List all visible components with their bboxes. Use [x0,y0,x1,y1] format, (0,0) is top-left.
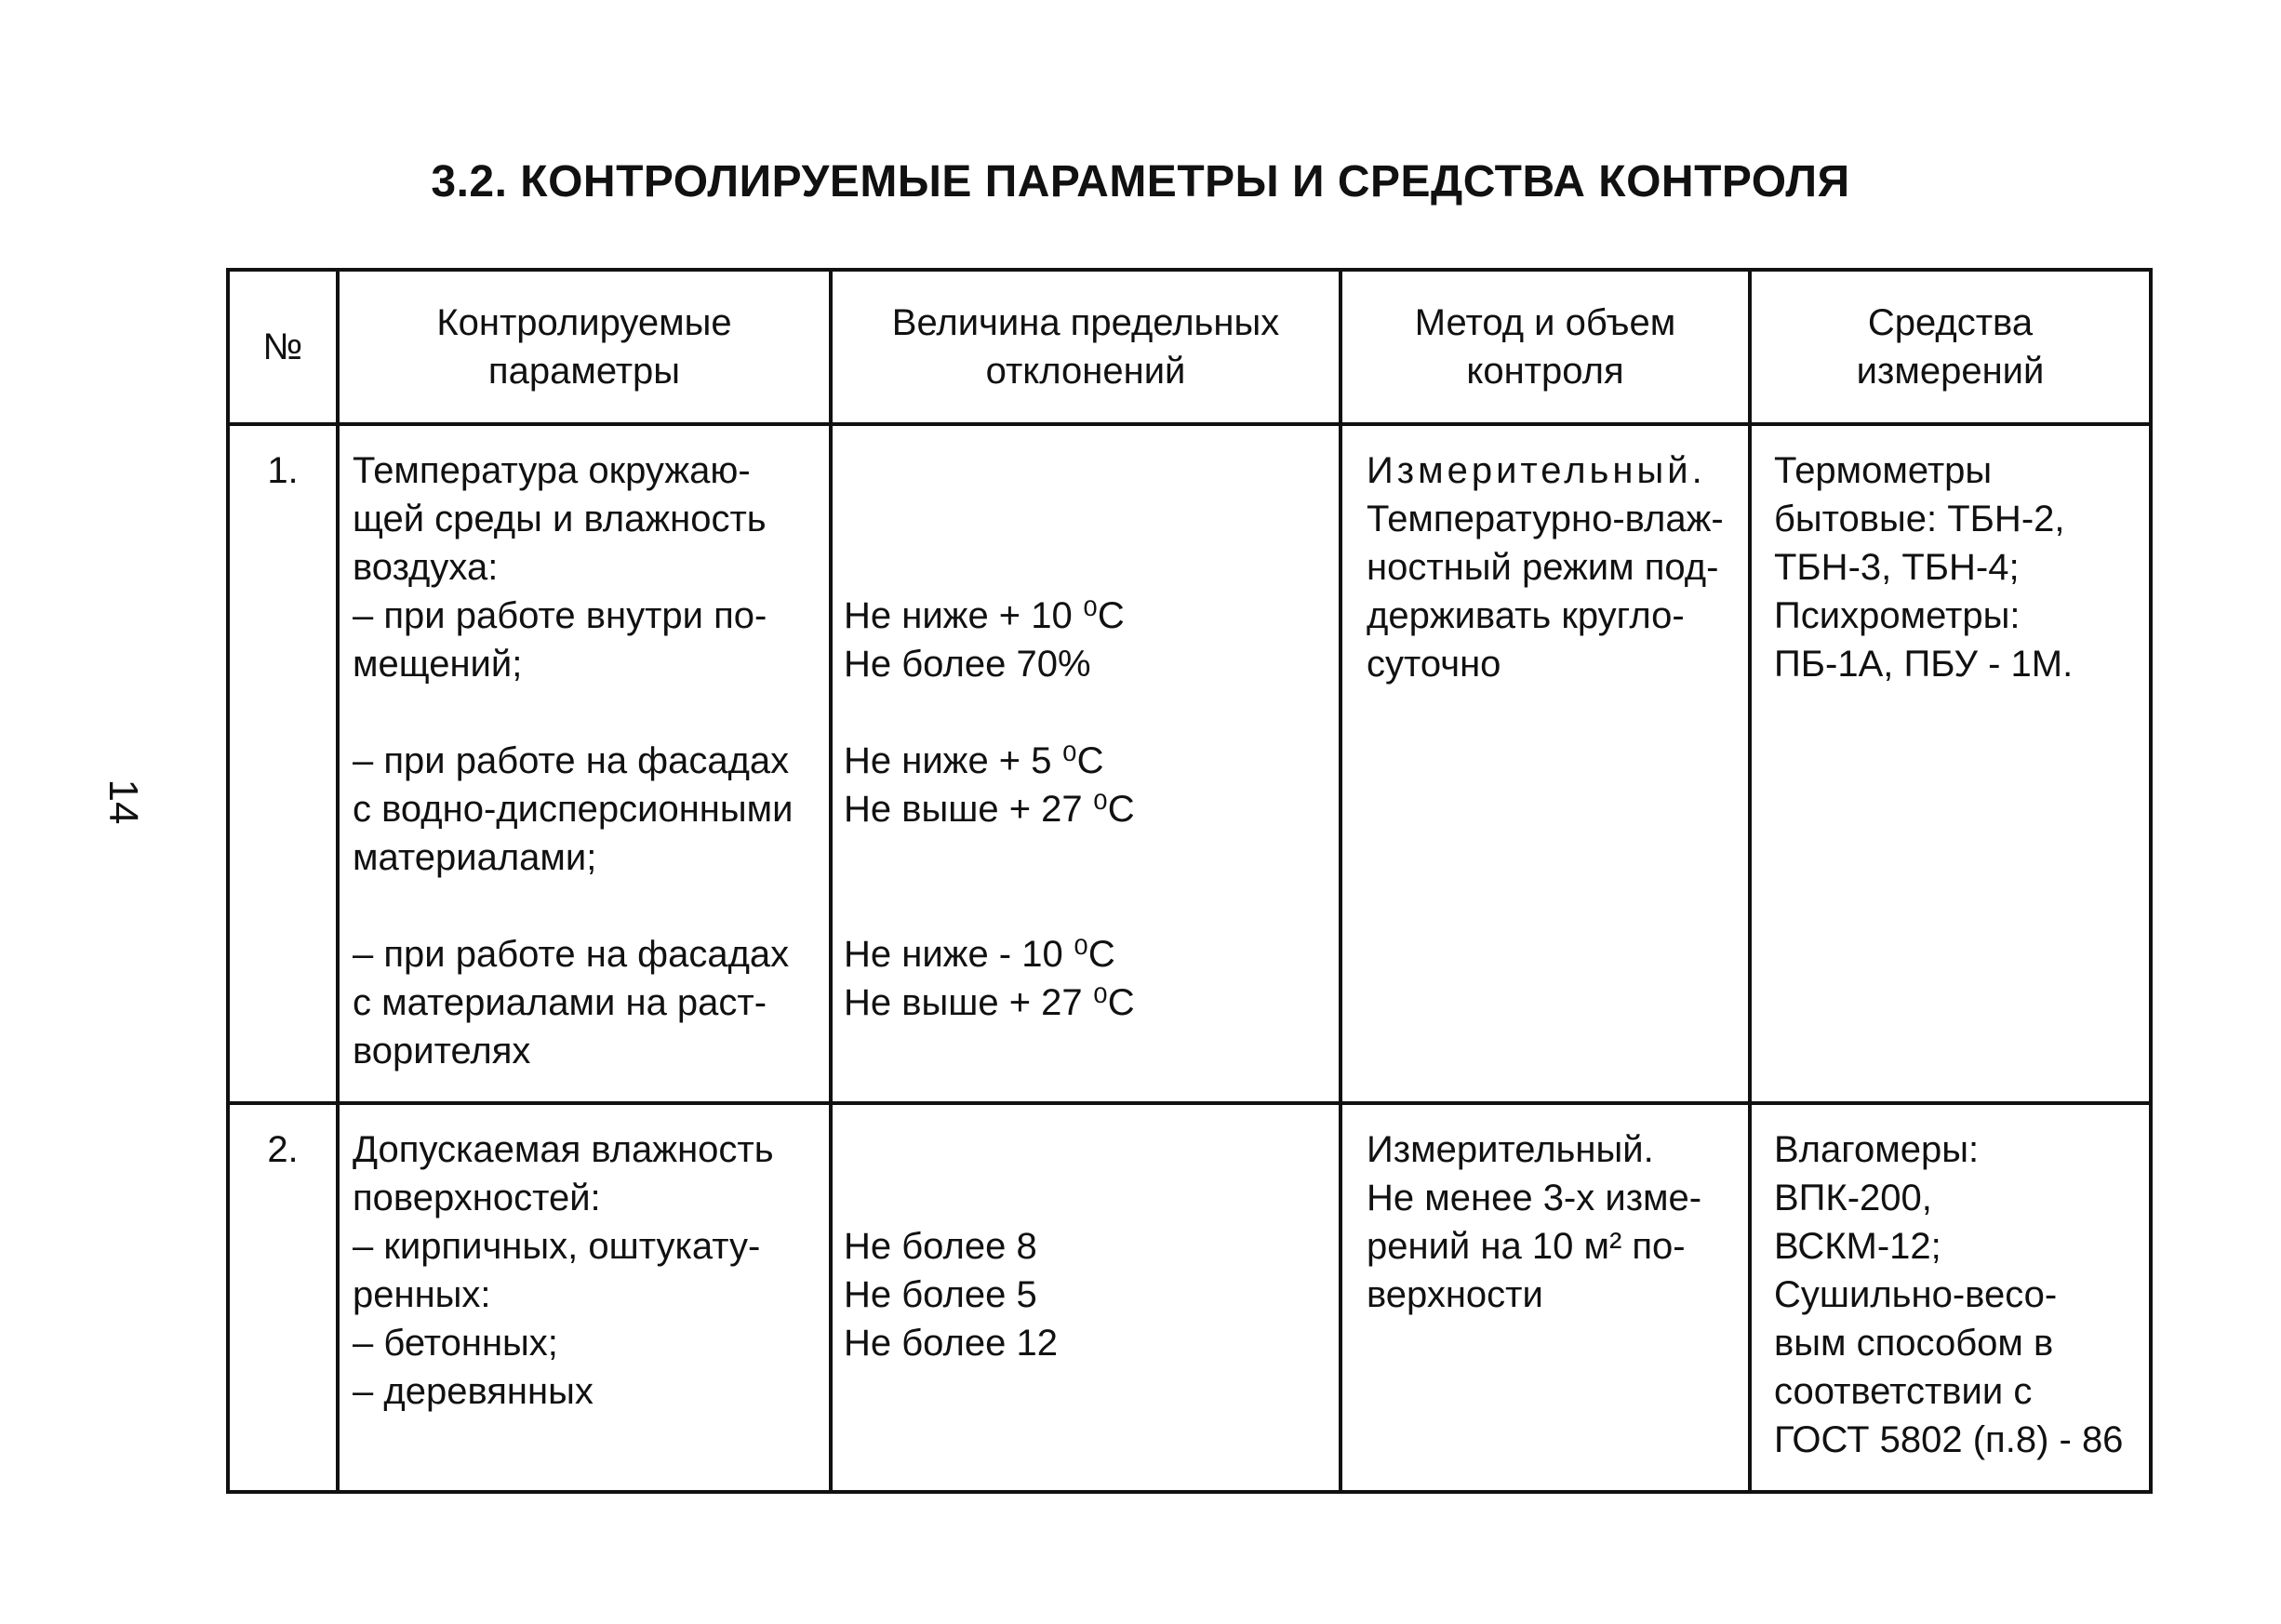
means-line: Сушильно-весо- [1774,1274,2058,1315]
header-param-line: Контролируемые [436,302,732,343]
header-means-line: Средства [1867,302,2034,343]
means-line: вым способом в [1774,1323,2054,1364]
limit-line: Не более 5 [844,1274,1037,1315]
param-line: – деревянных [353,1371,594,1412]
method-line: Температурно-влаж- [1367,499,1724,539]
control-parameters-table [226,268,2153,1494]
param-line: – при работе внутри по- [353,595,767,636]
header-means [1750,270,2151,424]
limit-line: Не выше + 27 ⁰С [844,789,1135,830]
param-line: – кирпичных, оштукату- [353,1226,761,1267]
method-line: суточно [1367,644,1501,685]
means-line: ПБ-1А, ПБУ - 1М. [1774,644,2074,685]
means-line: Термометры [1774,450,1993,491]
spacer [844,688,1326,737]
param-line: Допускаемая влажность [353,1129,774,1170]
limit-cell [831,424,1341,1103]
spacer [353,882,816,930]
param-line: поверхностей: [353,1178,601,1218]
limit-line: Не ниже - 10 ⁰С [844,934,1115,975]
page-number: 14 [100,779,146,825]
means-line: Влагомеры: [1774,1129,1980,1170]
row-number: 2. [267,1129,299,1170]
limit-line: Не более 70% [844,644,1091,685]
method-cell [1341,424,1750,1103]
header-method-line: Метод и объем [1414,302,1676,343]
means-cell [1750,424,2151,1103]
limit-line: Не более 8 [844,1226,1037,1267]
param-line: с материалами на раст- [353,982,767,1023]
method-line: Измерительный. [1367,450,1706,491]
header-param-line: параметры [487,351,681,392]
table-row [228,424,2151,1103]
param-line: – при работе на фасадах [353,740,790,781]
limit-line: Не ниже + 10 ⁰С [844,595,1125,636]
spacer [844,543,1326,592]
limit-cell [831,1103,1341,1492]
means-line: соответствии с [1774,1371,2033,1412]
method-line: Не менее 3-х изме- [1367,1178,1702,1218]
spacer [844,833,1326,882]
param-line: материалами; [353,837,597,878]
means-line: Психрометры: [1774,595,2021,636]
limit-line: Не ниже + 5 ⁰С [844,740,1104,781]
method-line: верхности [1367,1274,1543,1315]
param-line: Температура окружаю- [353,450,751,491]
param-line: – бетонных; [353,1323,558,1364]
method-cell [1341,1103,1750,1492]
header-no-text: № [262,326,303,367]
spacer [353,688,816,737]
means-line: ВПК-200, [1774,1178,1932,1218]
limit-line: Не выше + 27 ⁰С [844,982,1135,1023]
header-method [1341,270,1750,424]
header-no [228,270,338,424]
means-line: ВСКМ-12; [1774,1226,1941,1267]
param-line: – при работе на фасадах [353,934,790,975]
row-number-cell [228,1103,338,1492]
table-header-row [228,270,2151,424]
header-limit-line: Величина предельных [891,302,1280,343]
means-cell [1750,1103,2151,1492]
header-method-line: контроля [1466,351,1624,392]
means-line: ГОСТ 5802 (п.8) - 86 [1774,1419,2124,1460]
param-line: ренных: [353,1274,491,1315]
spacer [844,1174,1326,1222]
param-line: воздуха: [353,547,499,588]
param-line: ворителях [353,1031,531,1072]
header-means-line: измерений [1856,351,2045,392]
spacer [844,495,1326,543]
header-limit-line: отклонений [985,351,1186,392]
param-cell [338,1103,831,1492]
means-line: бытовые: ТБН-2, [1774,499,2065,539]
header-limit [831,270,1341,424]
method-line: рений на 10 м² по- [1367,1226,1686,1267]
param-cell [338,424,831,1103]
spacer [844,882,1326,930]
page-title: 3.2. КОНТРОЛИРУЕМЫЕ ПАРАМЕТРЫ И СРЕДСТВА КОНТРОЛЯ [431,157,1850,206]
method-line: ностный режим под- [1367,547,1719,588]
param-line: щей среды и влажность [353,499,767,539]
method-line: держивать кругло- [1367,595,1685,636]
row-number: 1. [267,450,299,491]
limit-line: Не более 12 [844,1323,1058,1364]
spacer [844,1125,1326,1174]
method-line: Измерительный. [1367,1129,1654,1170]
param-line: мещений; [353,644,523,685]
table-row [228,1103,2151,1492]
row-number-cell [228,424,338,1103]
header-param [338,270,831,424]
means-line: ТБН-3, ТБН-4; [1774,547,2020,588]
param-line: с водно-дисперсионными [353,789,794,830]
spacer [844,446,1326,495]
